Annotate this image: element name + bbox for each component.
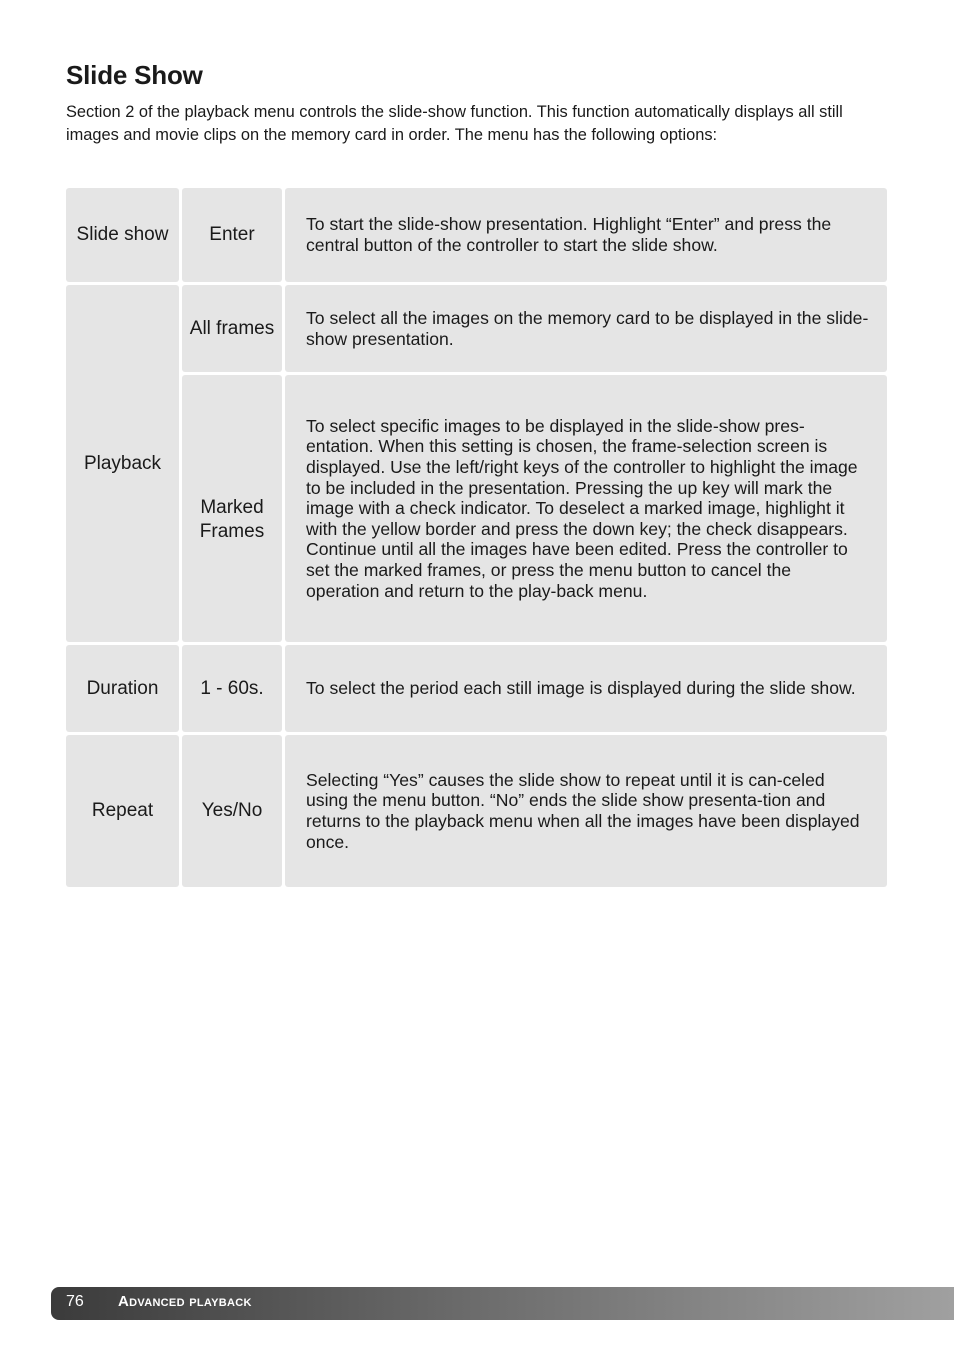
- row-label-text: Duration: [86, 677, 159, 699]
- intro-paragraph: Section 2 of the playback menu controls the slide-show function. This function automatically displays all still images and movie clips on the memory card in order. The menu has the following options:: [66, 103, 843, 144]
- option-text: 1 - 60s.: [200, 677, 264, 699]
- row-label-duration: [66, 645, 179, 732]
- option-text: Enter: [209, 224, 255, 245]
- description-text: To start the slide-show presentation. Highlight “Enter” and press the central button of the controller to start the slide show.: [306, 214, 832, 255]
- option-text: All frames: [189, 317, 275, 339]
- page-number: 76: [66, 1293, 84, 1310]
- option-text: Yes/No: [201, 800, 263, 821]
- row-label-text: Repeat: [91, 800, 154, 821]
- row-label-slide-show: [66, 188, 179, 282]
- option-duration-range: [182, 645, 282, 732]
- option-enter: [182, 188, 282, 282]
- option-all-frames: [182, 285, 282, 372]
- option-yes-no: [182, 735, 282, 887]
- option-text: Marked Frames: [199, 496, 265, 542]
- page-title: Slide Show: [66, 60, 203, 90]
- row-label-text: Slide show: [76, 224, 169, 245]
- description-marked-frames: [285, 375, 887, 642]
- option-marked-frames: [182, 375, 282, 642]
- description-all-frames: [285, 285, 887, 372]
- row-label-playback: [66, 285, 179, 642]
- description-text: To select specific images to be displayed in the slide-show pres-entation. When this setting is chosen, the frame-selection screen is displayed. Use the left/right keys of the controller to highlight the image to be included in the presentation. Pressing the up key will mark the image with a check indicator. To deselect a marked image, highlight it with the yellow border and press the down key; the check disappears. Continue until all the images have been edited. Press the controller to set the marked frames, or press the menu button to cancel the operation and return to the play-back menu.: [306, 415, 858, 601]
- description-slide-show: [285, 188, 887, 282]
- description-repeat: [285, 735, 887, 887]
- description-text: Selecting “Yes” causes the slide show to repeat until it is can-celed using the menu button. “No” ends the slide show presenta-tion and returns to the playback menu when all the images have been displayed once.: [306, 769, 860, 852]
- description-text: To select the period each still image is displayed during the slide show.: [306, 678, 856, 699]
- description-text: To select all the images on the memory card to be displayed in the slide-show presentation.: [306, 307, 869, 349]
- description-duration: [285, 645, 887, 732]
- footer-section-name: Advanced playback: [118, 1293, 252, 1310]
- row-label-repeat: [66, 735, 179, 887]
- row-label-text: Playback: [83, 452, 162, 474]
